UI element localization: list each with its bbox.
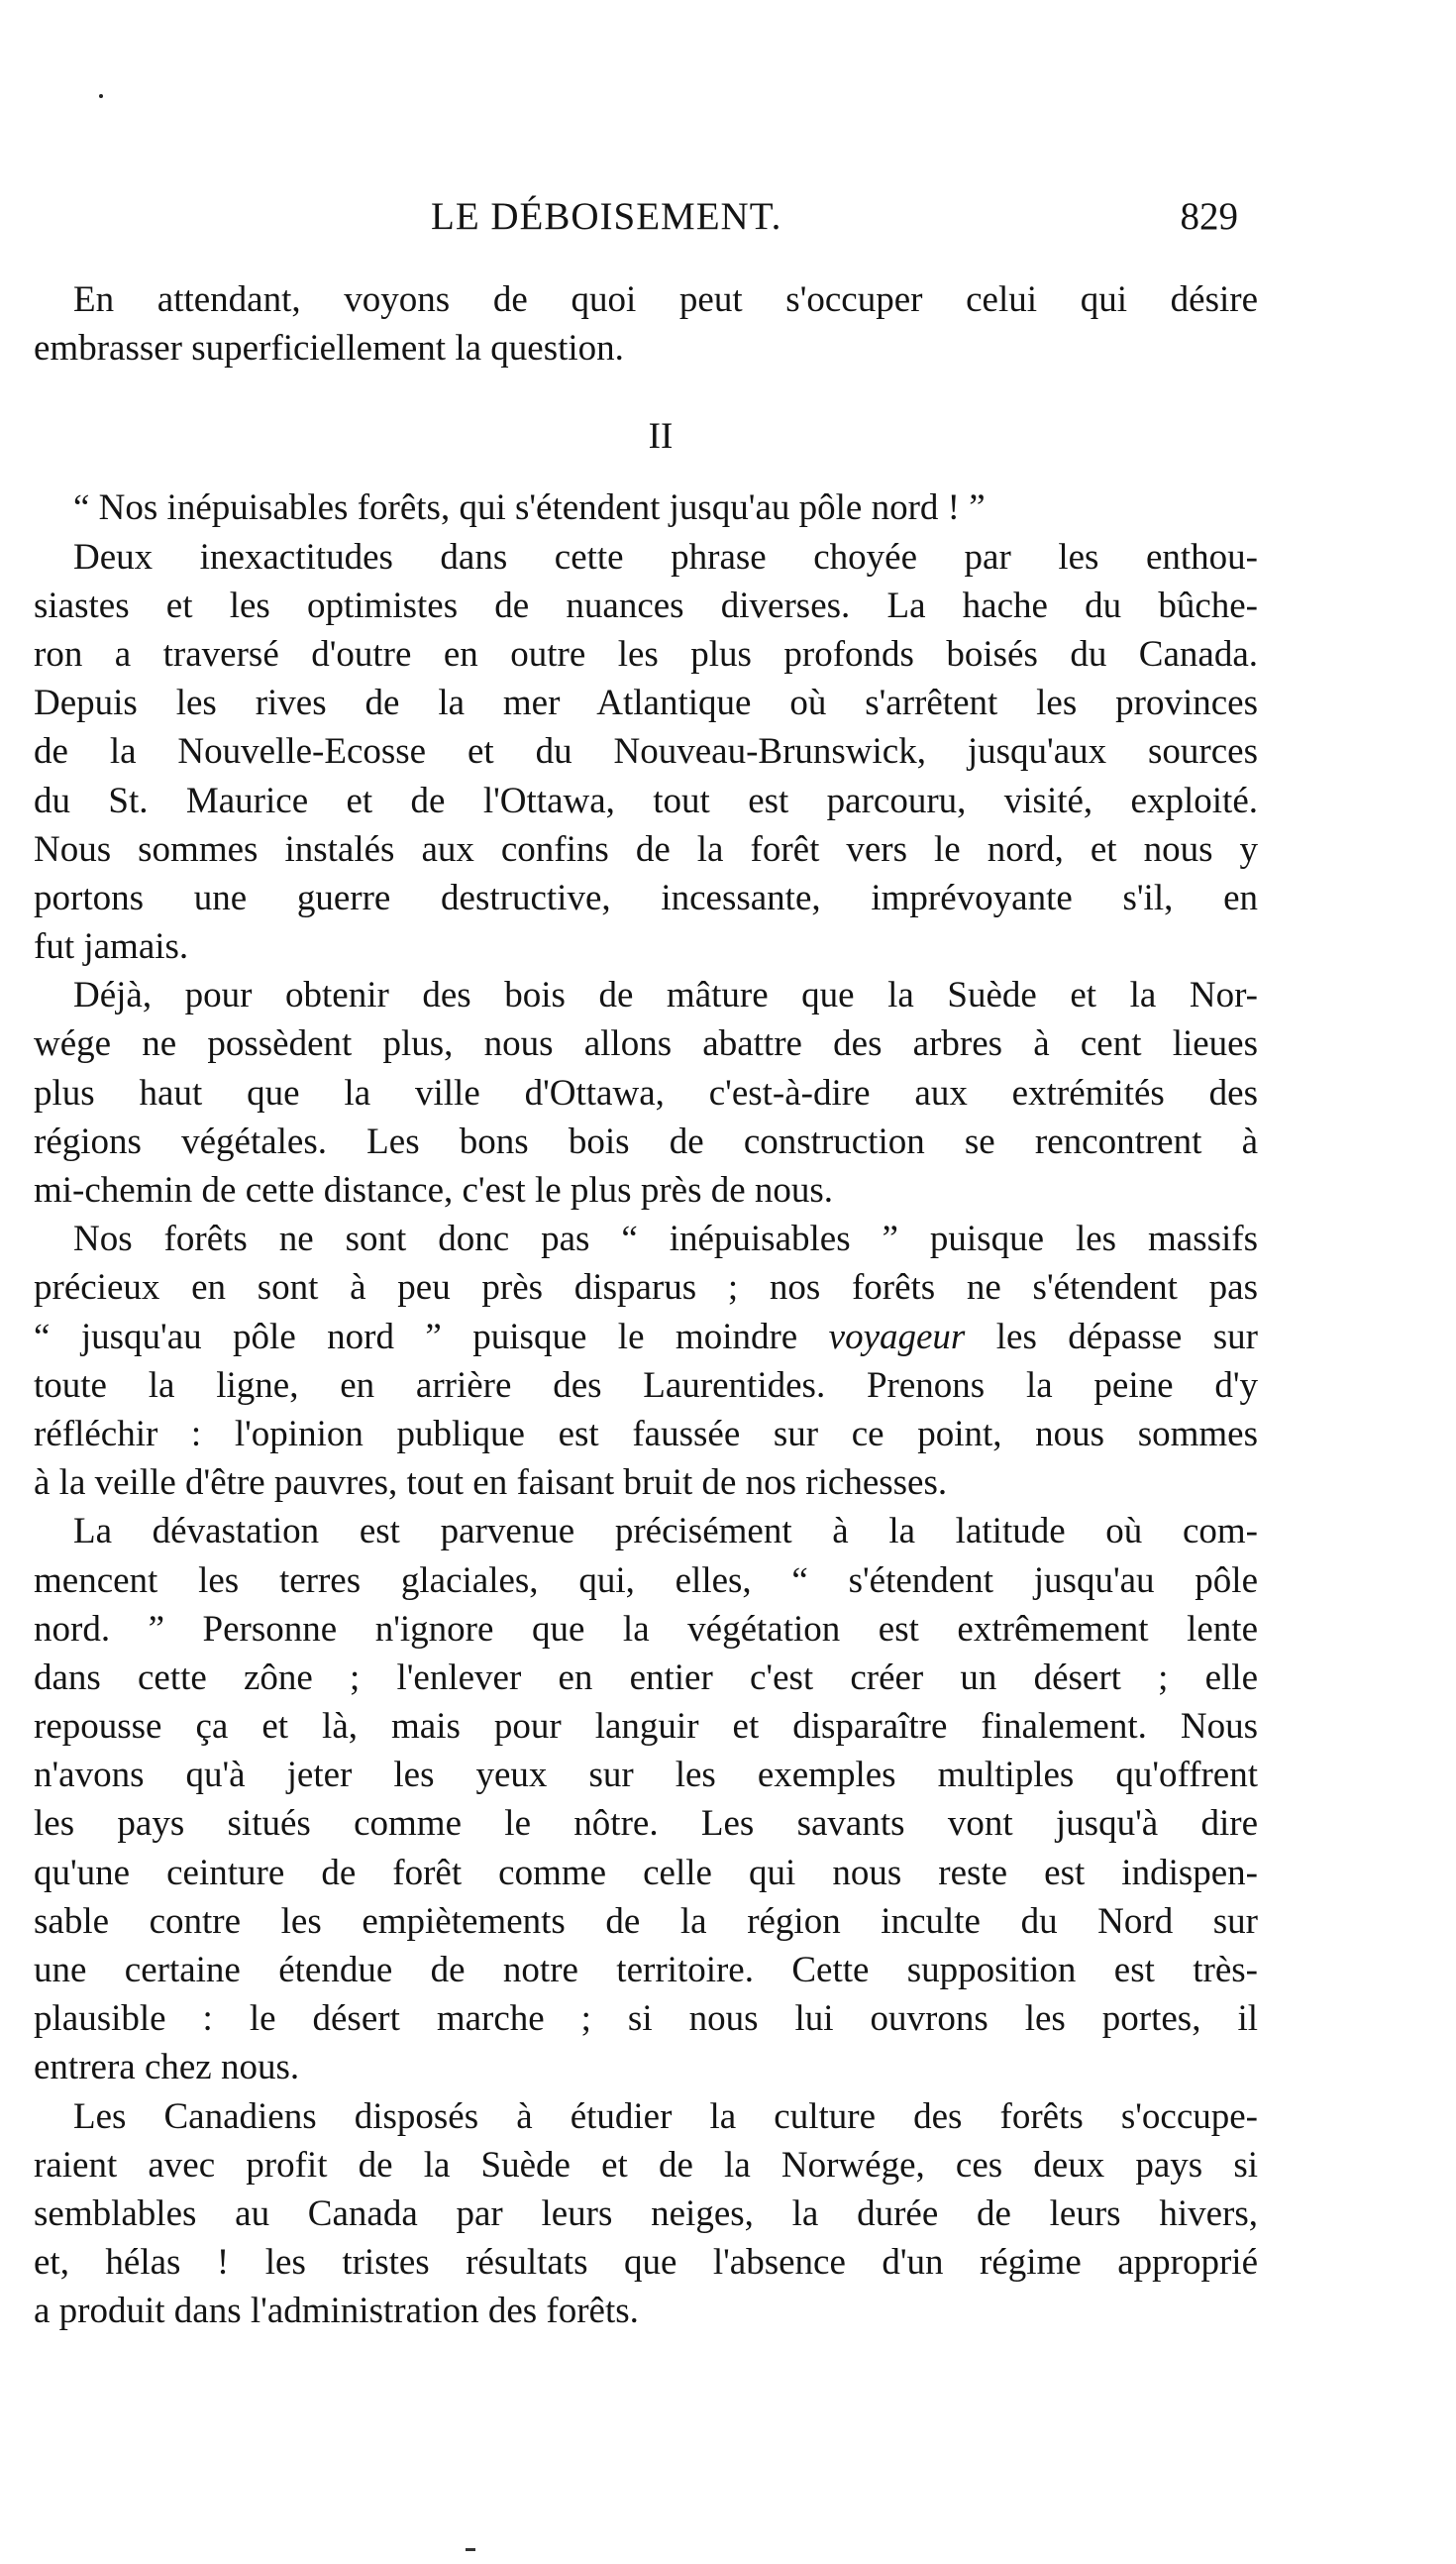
text-line: semblables au Canada par leurs neiges, la durée de leurs hivers, — [34, 2192, 1258, 2234]
paragraph-1 — [34, 275, 1258, 373]
epigraph-quote: “ Nos inépuisables forêts, qui s'étendent jusqu'au pôle nord ! ” — [73, 487, 986, 529]
running-title: LE DÉBOISEMENT. — [431, 195, 782, 238]
body-text — [34, 275, 1258, 2336]
text-line: mi-chemin de cette distance, c'est le plus près de nous. — [34, 1170, 834, 1211]
text-line: fut jamais. — [34, 926, 189, 968]
paragraph-6 — [34, 2092, 1258, 2336]
text-line: Nos forêts ne sont donc pas “ inépuisables ” puisque les massifs — [73, 1219, 1258, 1260]
text-line: Les Canadiens disposés à étudier la culture des forêts s'occupe- — [73, 2095, 1258, 2137]
text-segment: les dépasse sur — [965, 1316, 1258, 1357]
italic-word: voyageur — [828, 1316, 966, 1357]
page-number: 829 — [1180, 195, 1238, 238]
text-line: wége ne possèdent plus, nous allons abattre des arbres à cent lieues — [34, 1023, 1258, 1065]
text-line: à la veille d'être pauvres, tout en faisant bruit de nos richesses. — [34, 1462, 948, 1504]
text-line: siastes et les optimistes de nuances diverses. La hache du bûche- — [34, 585, 1258, 626]
text-line: Nous sommes instalés aux confins de la forêt vers le nord, et nous y — [34, 828, 1258, 870]
text-line: régions végétales. Les bons bois de construction se rencontrent à — [34, 1121, 1258, 1162]
text-line: entrera chez nous. — [34, 2047, 300, 2088]
paragraph-5 — [34, 1507, 1258, 2091]
text-line: embrasser superficiellement la question. — [34, 328, 624, 370]
text-line: qu'une ceinture de forêt comme celle qui nous reste est indispen- — [34, 1852, 1258, 1893]
text-line: du St. Maurice et de l'Ottawa, tout est parcouru, visité, exploité. — [34, 780, 1258, 821]
print-speck — [99, 94, 103, 98]
text-line: de la Nouvelle-Ecosse et du Nouveau-Brunswick, jusqu'aux sources — [34, 731, 1258, 773]
section-heading: II — [648, 416, 674, 458]
text-line: plus haut que la ville d'Ottawa, c'est-à-dire aux extrémités des — [34, 1072, 1258, 1114]
text-line: nord. ” Personne n'ignore que la végétation est extrêmement lente — [34, 1608, 1258, 1650]
text-line: plausible : le désert marche ; si nous lui ouvrons les portes, il — [34, 1998, 1258, 2040]
text-line: Depuis les rives de la mer Atlantique où s'arrêtent les provinces — [34, 683, 1258, 724]
text-line: toute la ligne, en arrière des Laurentides. Prenons la peine d'y — [34, 1364, 1258, 1406]
text-line — [34, 1313, 1258, 1361]
text-line: Déjà, pour obtenir des bois de mâture que la Suède et la Nor- — [73, 975, 1258, 1016]
text-line: repousse ça et là, mais pour languir et disparaître finalement. Nous — [34, 1706, 1258, 1748]
page-header — [59, 194, 1238, 254]
text-line: mencent les terres glaciales, qui, elles, “ s'étendent jusqu'au pôle — [34, 1559, 1258, 1601]
text-line: En attendant, voyons de quoi peut s'occuper celui qui désire — [73, 279, 1258, 320]
paragraph-2 — [34, 533, 1258, 972]
text-line: a produit dans l'administration des forêts. — [34, 2291, 639, 2332]
text-line: raient avec profit de la Suède et de la Norwége, ces deux pays si — [34, 2144, 1258, 2186]
text-line: Deux inexactitudes dans cette phrase choyée par les enthou- — [73, 536, 1258, 578]
text-line: ron a traversé d'outre en outre les plus profonds boisés du Canada. — [34, 633, 1258, 675]
text-line: portons une guerre destructive, incessante, imprévoyante s'il, en — [34, 877, 1258, 918]
text-segment: “ jusqu'au pôle nord ” puisque le moindre — [34, 1316, 829, 1357]
paragraph-3 — [34, 971, 1258, 1215]
paragraph-4 — [34, 1215, 1258, 1507]
text-line: réfléchir : l'opinion publique est faussée sur ce point, nous sommes — [34, 1413, 1258, 1454]
text-line: n'avons qu'à jeter les yeux sur les exemples multiples qu'offrent — [34, 1755, 1258, 1796]
text-line: les pays situés comme le nôtre. Les savants vont jusqu'à dire — [34, 1803, 1258, 1845]
text-line: une certaine étendue de notre territoire. Cette supposition est très- — [34, 1950, 1258, 1990]
print-mark — [466, 2548, 475, 2551]
text-line: et, hélas ! les tristes résultats que l'absence d'un régime approprié — [34, 2242, 1258, 2284]
text-line: La dévastation est parvenue précisément à la latitude où com- — [73, 1511, 1258, 1552]
text-line: dans cette zône ; l'enlever en entier c'est créer un désert ; elle — [34, 1656, 1258, 1698]
text-line: sable contre les empiètements de la région inculte du Nord sur — [34, 1900, 1258, 1942]
text-line: précieux en sont à peu près disparus ; nos forêts ne s'étendent pas — [34, 1267, 1258, 1309]
